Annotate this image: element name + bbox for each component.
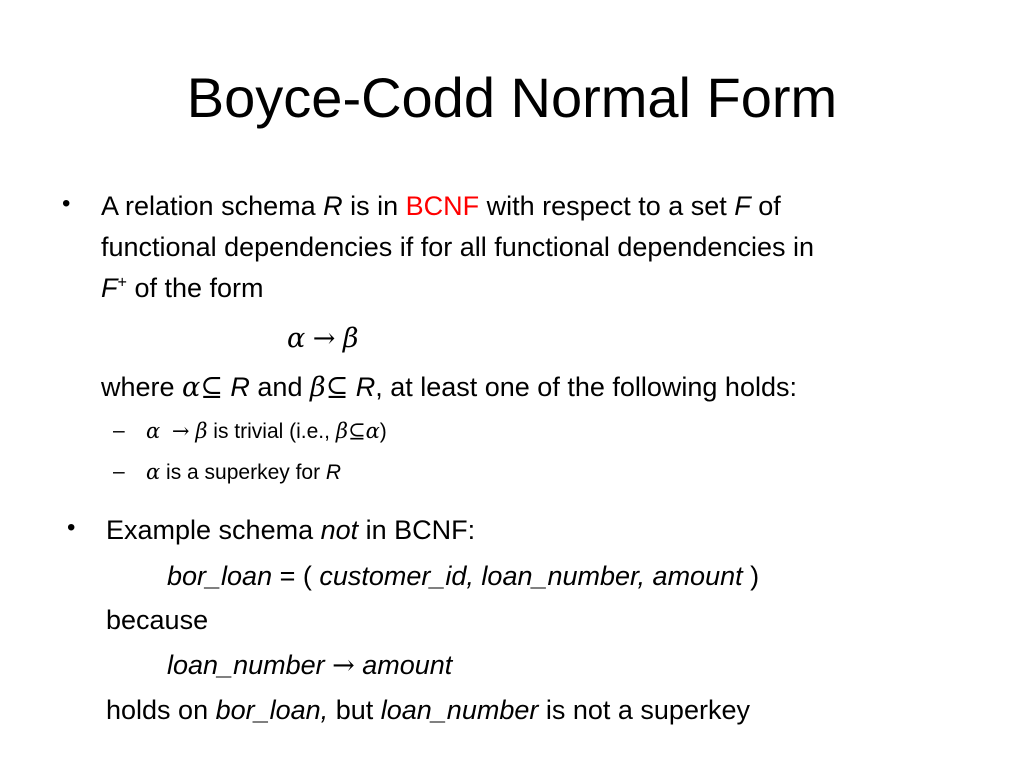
beta-symbol: β bbox=[195, 419, 208, 443]
schema-name: bor_loan bbox=[167, 561, 273, 591]
subseteq-symbol: ⊆ bbox=[200, 372, 223, 403]
relation-r: R bbox=[325, 461, 342, 484]
text: but bbox=[328, 695, 381, 725]
fd-rhs: amount bbox=[354, 650, 453, 680]
attribute-name: loan_number bbox=[380, 695, 539, 725]
relation-r: R bbox=[222, 372, 250, 402]
beta-symbol: β bbox=[309, 372, 326, 403]
emphasis-not: not bbox=[320, 515, 359, 545]
beta-symbol: β bbox=[342, 323, 359, 354]
text: is a superkey for bbox=[160, 461, 326, 484]
sub-dash-2: – bbox=[113, 460, 125, 483]
sub-item-trivial bbox=[146, 415, 387, 448]
subseteq-symbol: ⊆ bbox=[347, 419, 366, 443]
text: is in bbox=[342, 191, 406, 221]
alpha-symbol: α bbox=[182, 372, 201, 403]
bullet1-line3 bbox=[101, 268, 264, 308]
relation-r: R bbox=[323, 191, 343, 221]
holds-line bbox=[106, 690, 750, 730]
schema-attributes: customer_id, loan_number, amount bbox=[319, 561, 743, 591]
text: of the form bbox=[126, 273, 264, 303]
bullet2-line1 bbox=[106, 510, 475, 550]
because-line: because bbox=[106, 605, 209, 635]
text: in BCNF: bbox=[358, 515, 476, 545]
slide-title: Boyce-Codd Normal Form bbox=[186, 66, 838, 129]
sub-dash-1: – bbox=[113, 419, 125, 442]
bullet-marker-2: • bbox=[67, 514, 76, 541]
text: ) bbox=[379, 420, 387, 443]
text: where bbox=[101, 372, 183, 402]
schema-name: bor_loan, bbox=[215, 695, 329, 725]
text: with respect to a set bbox=[479, 191, 735, 221]
text: Example schema bbox=[106, 515, 321, 545]
bullet1-line1 bbox=[101, 186, 781, 226]
bullet-marker-1: • bbox=[62, 190, 71, 217]
arrow-symbol: → bbox=[332, 650, 355, 681]
alpha-symbol: α bbox=[365, 419, 380, 443]
text: holds on bbox=[106, 695, 216, 725]
subseteq-symbol: ⊆ bbox=[325, 372, 349, 403]
sub-item-superkey bbox=[146, 456, 341, 489]
schema-line bbox=[167, 556, 759, 596]
relation-r: R bbox=[348, 372, 376, 402]
bcnf-highlight: BCNF bbox=[405, 191, 480, 221]
alpha-symbol: α bbox=[287, 323, 306, 354]
alpha-symbol: α bbox=[146, 419, 161, 443]
text: ) bbox=[742, 561, 760, 591]
fd-formula bbox=[287, 318, 359, 359]
where-line bbox=[101, 367, 797, 408]
closure-f: F bbox=[101, 273, 118, 303]
text: is trivial (i.e., bbox=[207, 420, 336, 443]
closure-plus: + bbox=[117, 273, 127, 292]
text: = ( bbox=[272, 561, 320, 591]
arrow-symbol: → bbox=[171, 419, 190, 443]
bullet1-line2: functional dependencies if for all functional dependencies in bbox=[101, 232, 814, 262]
set-f: F bbox=[734, 191, 751, 221]
beta-symbol: β bbox=[335, 419, 348, 443]
fd-example-line bbox=[167, 645, 452, 686]
text: of bbox=[750, 191, 781, 221]
text: A relation schema bbox=[101, 191, 324, 221]
text: and bbox=[249, 372, 310, 402]
text: is not a superkey bbox=[538, 695, 750, 725]
alpha-symbol: α bbox=[146, 460, 161, 484]
text: , at least one of the following holds: bbox=[375, 372, 797, 402]
fd-lhs: loan_number bbox=[167, 650, 333, 680]
arrow-symbol: → bbox=[312, 323, 336, 354]
